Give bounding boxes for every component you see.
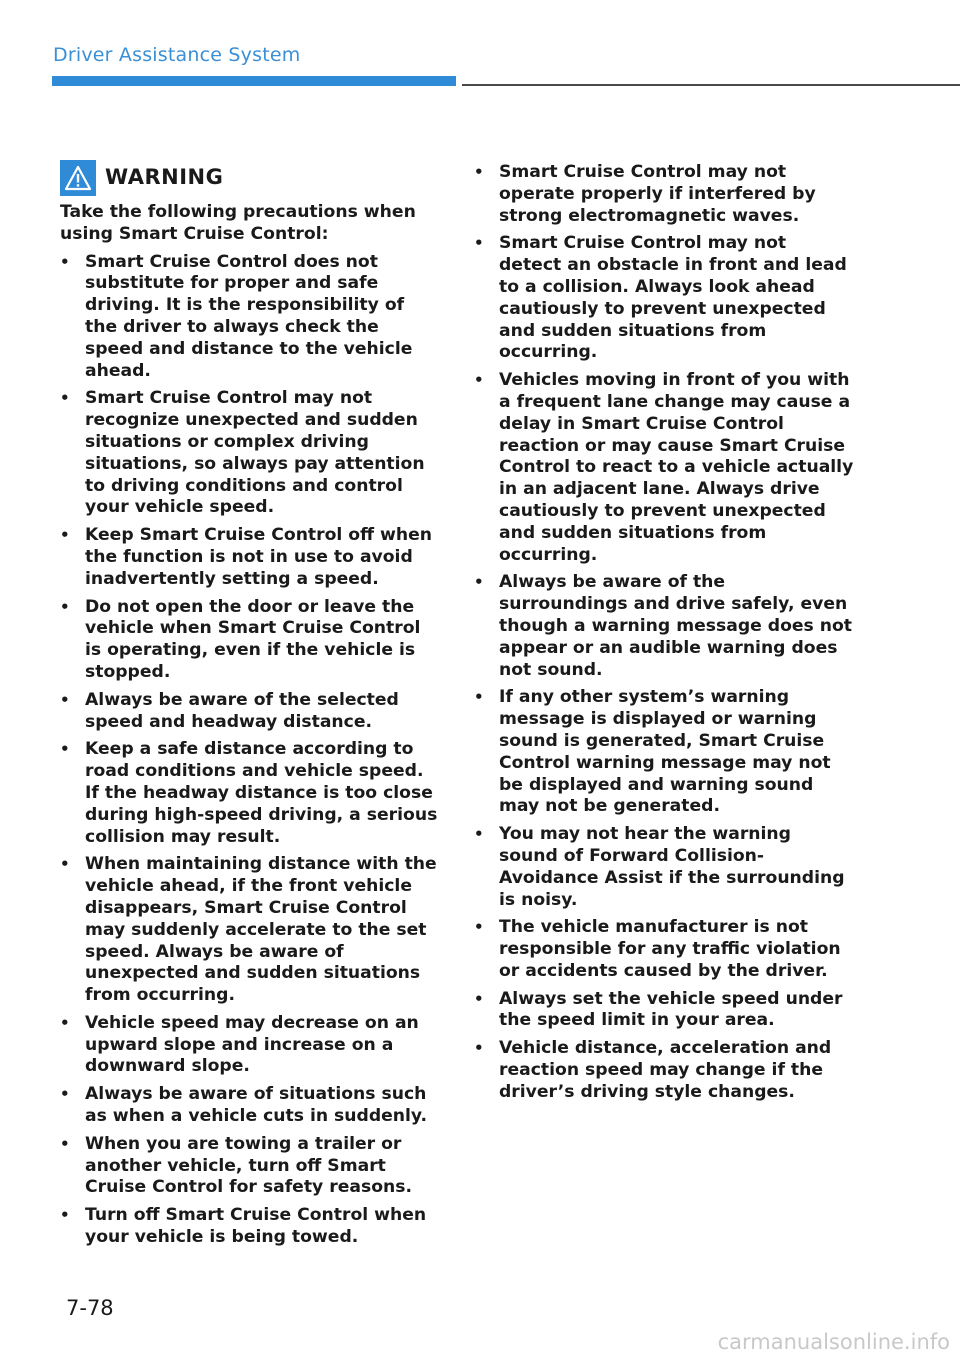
list-item: • Always set the vehicle speed under the speed limit in your area. (474, 989, 854, 1033)
list-item: • Vehicle distance, acceleration and reaction speed may change if the driver’s driving style changes. (474, 1038, 854, 1103)
warning-heading (60, 158, 438, 198)
list-item: • Always be aware of the selected speed and headway distance. (60, 690, 438, 734)
list-item: • You may not hear the warning sound of Forward Collision-Avoidance Assist if the surrounding is noisy. (474, 824, 854, 911)
list-item: • If any other system’s warning message is displayed or warning sound is generated, Smart Cruise Control warning message may not be displayed and warning sound may not be generated. (474, 687, 854, 818)
header-accent-rule (52, 76, 456, 86)
list-item: • Vehicle speed may decrease on an upward slope and increase on a downward slope. (60, 1013, 438, 1078)
header-divider-rule (462, 84, 960, 86)
warning-list-left (60, 252, 438, 1249)
list-item: • Keep Smart Cruise Control off when the function is not in use to avoid inadvertently setting a speed. (60, 525, 438, 590)
watermark: carmanualsonline.info (717, 1330, 950, 1354)
list-item: • Always be aware of the surroundings and drive safely, even though a warning message does not appear or an audible warning does not sound. (474, 572, 854, 681)
list-item: • Smart Cruise Control may not detect an obstacle in front and lead to a collision. Always look ahead cautiously to prevent unexpected and sudden situations from occurring. (474, 233, 854, 364)
list-item: • When you are towing a trailer or another vehicle, turn off Smart Cruise Control for safety reasons. (60, 1134, 438, 1199)
list-item: • Smart Cruise Control may not recognize unexpected and sudden situations or complex driving situations, so always pay attention to driving conditions and control your vehicle speed. (60, 388, 438, 519)
list-item: • When maintaining distance with the vehicle ahead, if the front vehicle disappears, Smart Cruise Control may suddenly accelerate to the set speed. Always be aware of unexpected and sudden situations from occurring. (60, 854, 438, 1007)
list-item: • Turn off Smart Cruise Control when your vehicle is being towed. (60, 1205, 438, 1249)
list-item: • Always be aware of situations such as when a vehicle cuts in suddenly. (60, 1084, 438, 1128)
warning-list-right (474, 162, 854, 1104)
left-column (60, 158, 438, 1255)
warning-triangle-icon (60, 160, 96, 196)
list-item: • Vehicles moving in front of you with a frequent lane change may cause a delay in Smart Cruise Control reaction or may cause Smart Cruise Control to react to a vehicle actually in an adjacent lane. Always drive cautiously to prevent unexpected and sudden situations from occurring. (474, 370, 854, 566)
warning-intro: Take the following precautions when using Smart Cruise Control: (60, 202, 416, 244)
right-column (474, 162, 854, 1110)
list-item: • Smart Cruise Control does not substitute for proper and safe driving. It is the responsibility of the driver to always check the speed and distance to the vehicle ahead. (60, 252, 438, 383)
list-item: • Do not open the door or leave the vehicle when Smart Cruise Control is operating, even if the vehicle is stopped. (60, 597, 438, 684)
warning-label: WARNING (105, 165, 224, 190)
list-item: • The vehicle manufacturer is not responsible for any traffic violation or accidents caused by the driver. (474, 917, 854, 982)
list-item: • Smart Cruise Control may not operate properly if interfered by strong electromagnetic waves. (474, 162, 854, 227)
list-item: • Keep a safe distance according to road conditions and vehicle speed. If the headway distance is too close during high-speed driving, a serious collision may result. (60, 739, 438, 848)
section-title: Driver Assistance System (53, 44, 301, 66)
page-number: 7-78 (66, 1296, 114, 1320)
